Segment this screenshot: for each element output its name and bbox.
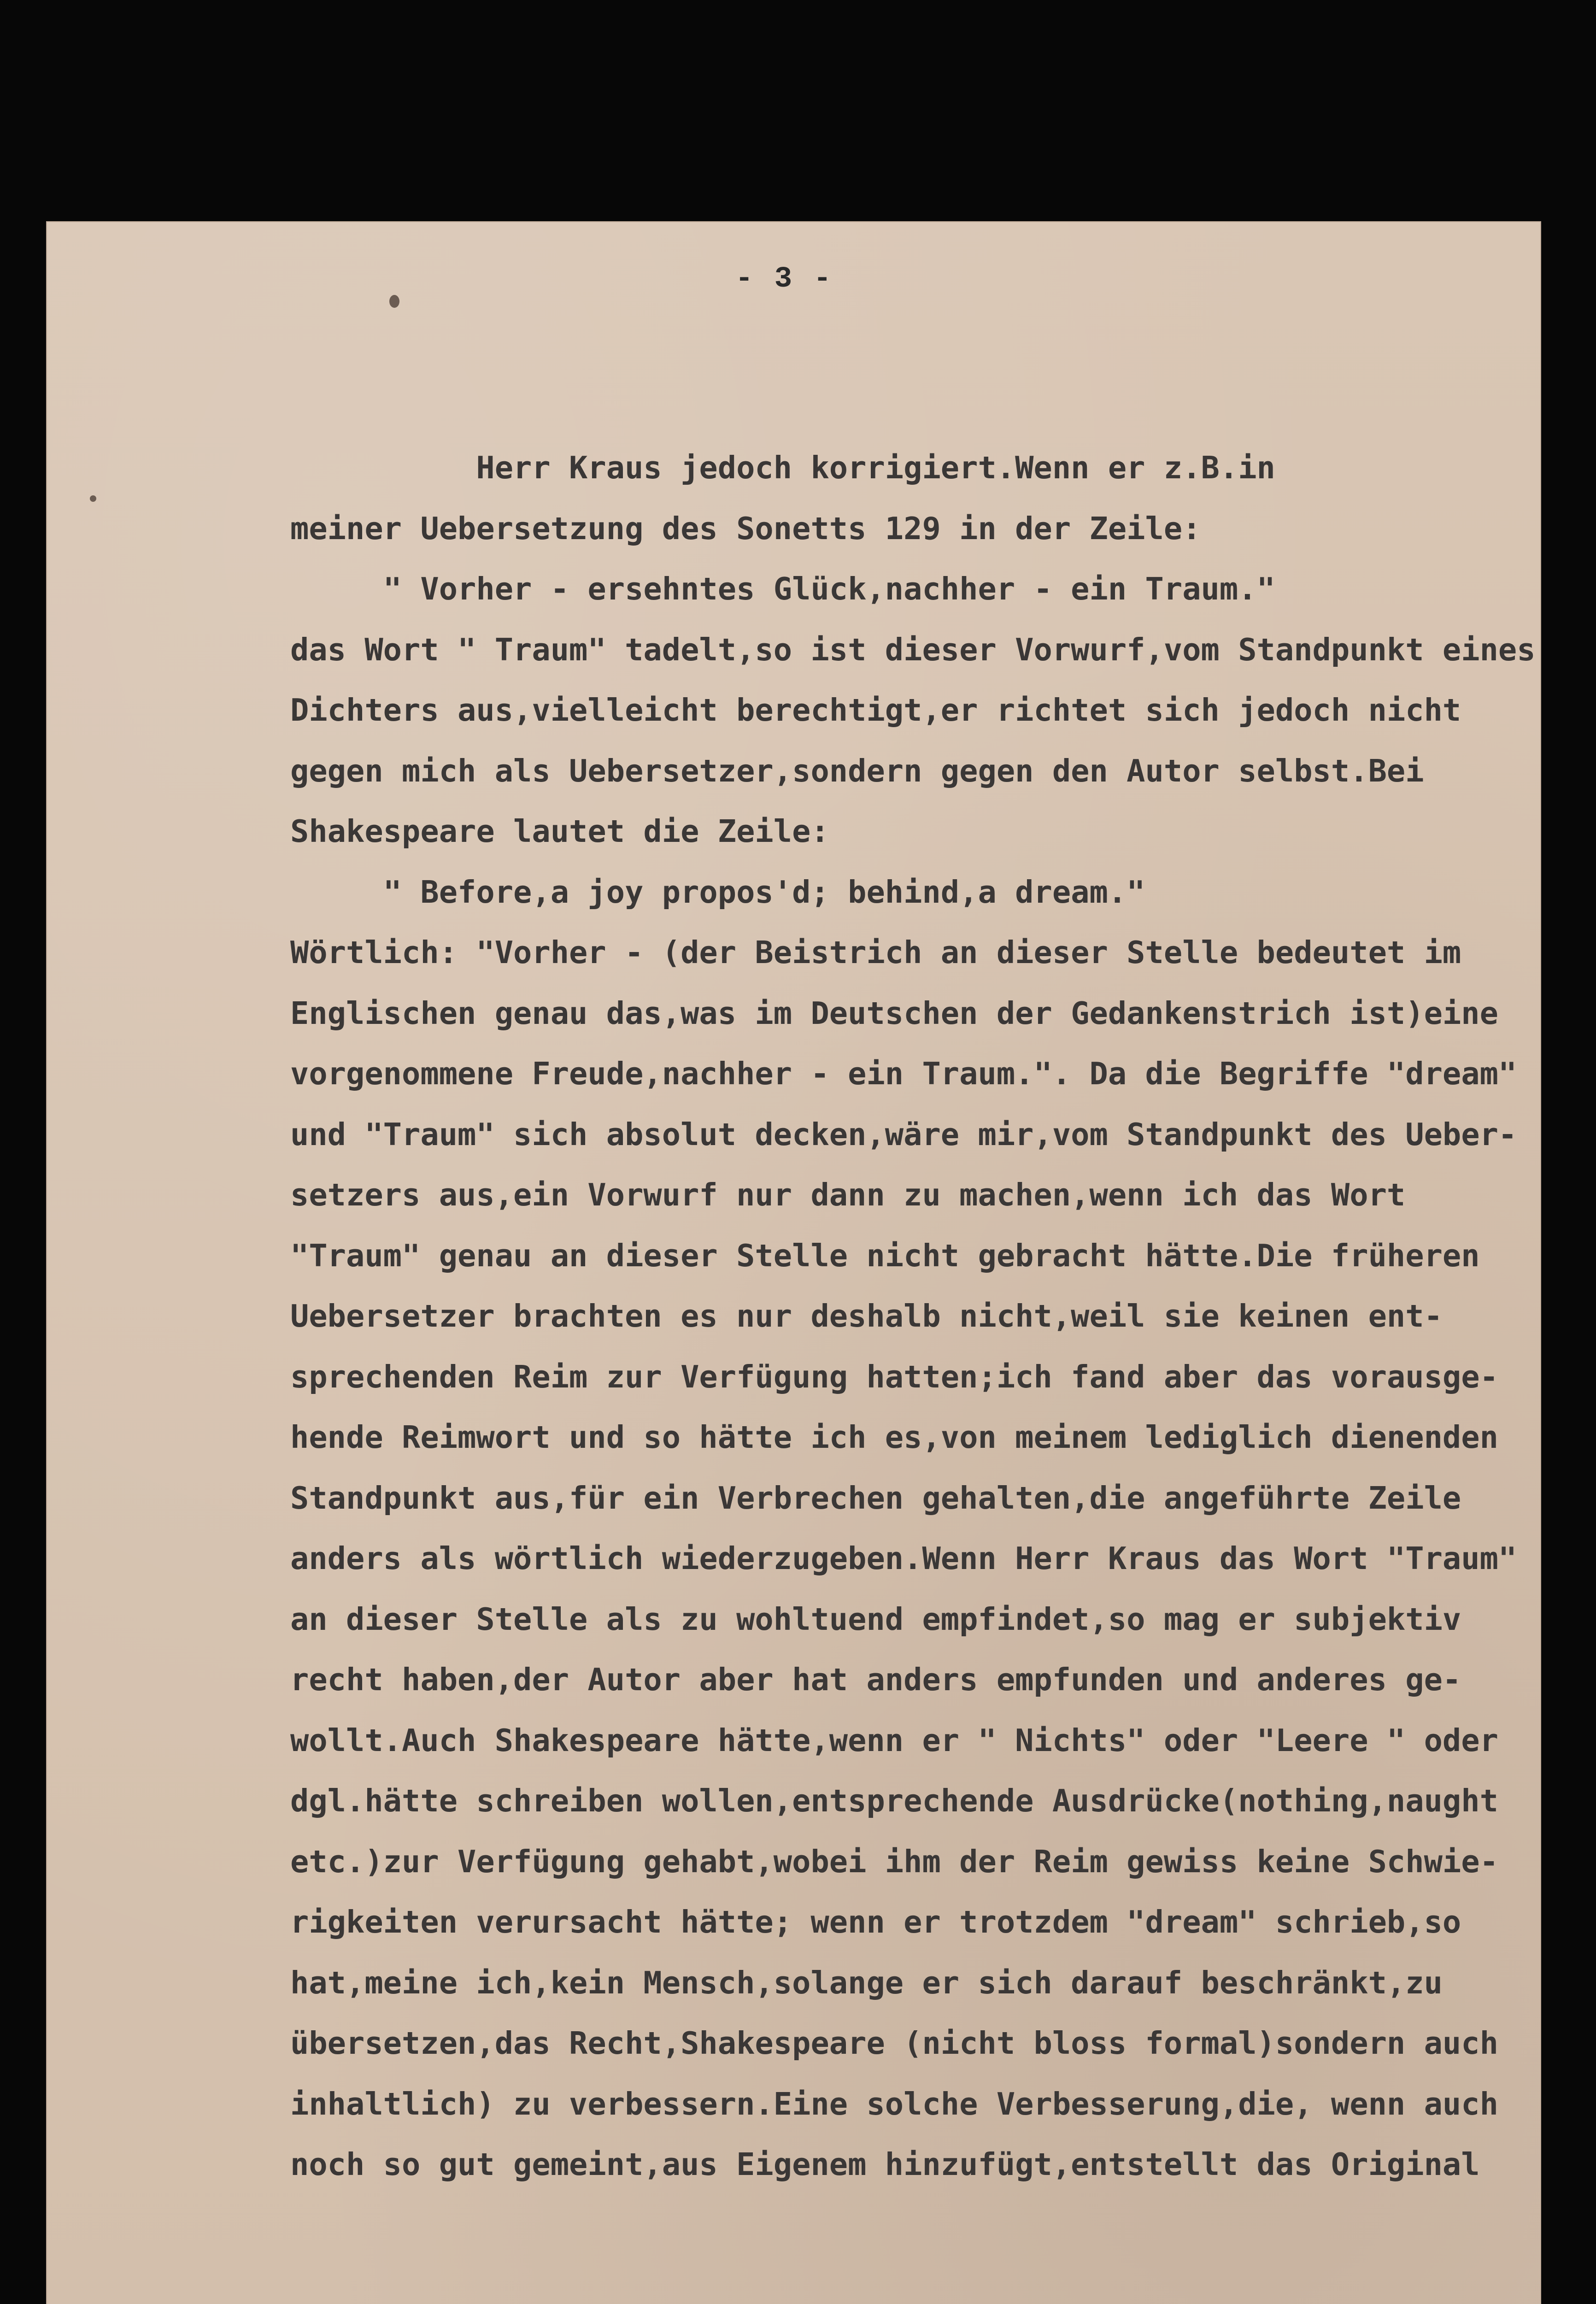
text-line: vorgenommene Freude,nachher - ein Traum.". Da die Begriffe "dream" [290,1056,1517,1092]
paper-blemish [90,495,96,502]
text-line: anders als wörtlich wiederzugeben.Wenn Herr Kraus das Wort "Traum" [290,1540,1517,1576]
text-line: etc.)zur Verfügung gehabt,wobei ihm der Reim gewiss keine Schwie- [290,1843,1498,1880]
text-line: setzers aus,ein Vorwurf nur dann zu machen,wenn ich das Wort [290,1177,1406,1213]
text-line: hende Reimwort und so hätte ich es,von meinem lediglich dienenden [290,1419,1498,1455]
page-number: - 3 - [735,263,833,296]
text-line: " Before,a joy propos'd; behind,a dream." [290,874,1145,910]
text-line: rigkeiten verursacht hätte; wenn er trotzdem "dream" schrieb,so [290,1904,1461,1940]
text-line: Standpunkt aus,für ein Verbrechen gehalten,die angeführte Zeile [290,1480,1461,1516]
text-line: das Wort " Traum" tadelt,so ist dieser Vorwurf,vom Standpunkt eines [290,631,1536,668]
text-line: Dichters aus,vielleicht berechtigt,er richtet sich jedoch nicht [290,692,1461,728]
text-line: Herr Kraus jedoch korrigiert.Wenn er z.B.in [290,450,1275,486]
text-line: an dieser Stelle als zu wohltuend empfindet,so mag er subjektiv [290,1601,1461,1637]
text-line: "Traum" genau an dieser Stelle nicht gebracht hätte.Die früheren [290,1237,1480,1274]
text-line: Uebersetzer brachten es nur deshalb nicht,weil sie keinen ent- [290,1298,1443,1334]
text-line: recht haben,der Autor aber hat anders empfunden und anderes ge- [290,1662,1461,1698]
text-line: übersetzen,das Recht,Shakespeare (nicht bloss formal)sondern auch [290,2025,1498,2061]
text-line: Shakespeare lautet die Zeile: [290,813,829,849]
typescript-body [290,438,1536,2195]
paper-blemish [389,295,399,308]
text-line: sprechenden Reim zur Verfügung hatten;ich fand aber das vorausge- [290,1358,1498,1395]
text-line: wollt.Auch Shakespeare hätte,wenn er " Nichts" oder "Leere " oder [290,1722,1498,1758]
text-line: und "Traum" sich absolut decken,wäre mir,vom Standpunkt des Ueber- [290,1116,1517,1152]
text-line: dgl.hätte schreiben wollen,entsprechende Ausdrücke(nothing,naught [290,1783,1498,1819]
text-line: noch so gut gemeint,aus Eigenem hinzufügt,entstellt das Original [290,2146,1480,2182]
text-line: Englischen genau das,was im Deutschen der Gedankenstrich ist)eine [290,995,1498,1031]
text-line: hat,meine ich,kein Mensch,solange er sich darauf beschränkt,zu [290,1964,1443,2001]
text-line: Wörtlich: "Vorher - (der Beistrich an dieser Stelle bedeutet im [290,935,1461,970]
text-line: gegen mich als Uebersetzer,sondern gegen den Autor selbst.Bei [290,752,1424,789]
text-line: " Vorher - ersehntes Glück,nachher - ein Traum." [290,571,1275,607]
text-line: meiner Uebersetzung des Sonetts 129 in der Zeile: [290,510,1201,547]
text-line: inhaltlich) zu verbessern.Eine solche Verbesserung,die, wenn auch [290,2086,1498,2122]
